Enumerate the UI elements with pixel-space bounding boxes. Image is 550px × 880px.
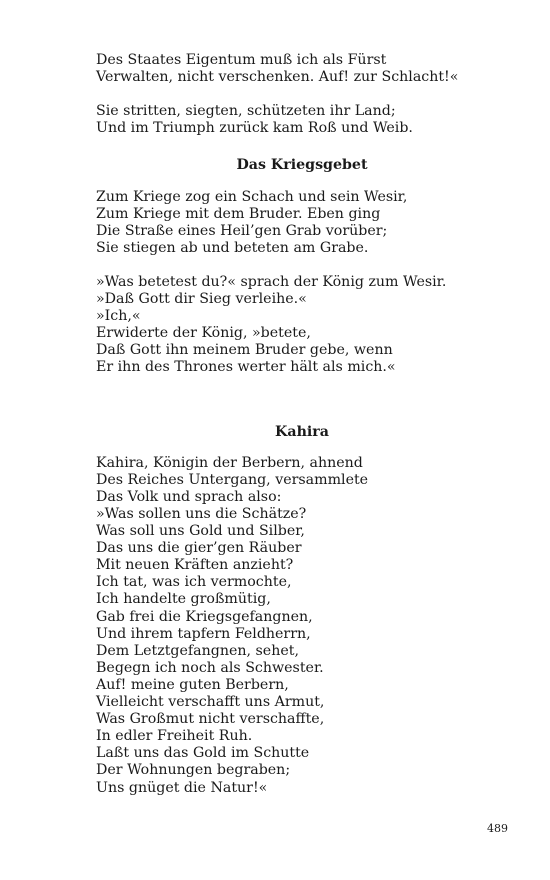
verse-line: Dem Letztgefangnen, sehet,: [96, 642, 299, 659]
verse-line: Laßt uns das Gold im Schutte: [96, 745, 310, 762]
poem-title: Kahira: [275, 423, 329, 440]
verse-line: Auf! meine guten Berbern,: [96, 676, 289, 693]
verse-line: Was Großmut nicht verschaffte,: [96, 711, 325, 728]
verse-line: Er ihn des Thrones werter hält als mich.«: [96, 359, 396, 376]
verse-line: Was soll uns Gold und Silber,: [96, 523, 305, 539]
verse-line: Erwiderte der König, »betete,: [96, 325, 311, 342]
verse-line: Zum Kriege mit dem Bruder. Eben ging: [96, 205, 381, 222]
verse-line: »Was sollen uns die Schätze?: [96, 505, 307, 522]
page-number: 489: [487, 822, 508, 835]
verse-line: »Daß Gott dir Sieg verleihe.«: [96, 291, 307, 307]
poem-title: Das Kriegsgebet: [236, 157, 368, 174]
verse-line: Und im Triumph zurück kam Roß und Weib.: [96, 120, 413, 137]
verse-line: Begegn ich noch als Schwester.: [96, 659, 324, 676]
verse-line: In edler Freiheit Ruh.: [96, 728, 253, 745]
verse-line: Zum Kriege zog ein Schach und sein Wesir,: [96, 188, 408, 205]
verse-line: Der Wohnungen begraben;: [96, 762, 291, 779]
verse-line: Sie stritten, siegten, schützeten ihr Land;: [96, 103, 396, 120]
verse-line: Kahira, Königin der Berbern, ahnend: [96, 454, 363, 471]
verse-line: Sie stiegen ab und beteten am Grabe.: [96, 239, 369, 256]
verse-line: »Was betetest du?« sprach der König zum Wesir.: [96, 273, 447, 290]
verse-line: Daß Gott ihn meinem Bruder gebe, wenn: [96, 342, 393, 359]
verse-line: Und ihrem tapfern Feldherrn,: [96, 625, 311, 642]
verse-line: Ich tat, was ich vermochte,: [96, 574, 292, 591]
verse-line: Vielleicht verschafft uns Armut,: [96, 694, 325, 710]
verse-line: Das Volk und sprach also:: [96, 488, 282, 505]
verse-line: Ich handelte großmütig,: [96, 591, 271, 608]
verse-line: Des Reiches Untergang, versammlete: [96, 471, 369, 488]
verse-line: Gab frei die Kriegsgefangnen,: [96, 608, 313, 625]
verse-line: »Ich,«: [96, 308, 141, 325]
verse-line: Des Staates Eigentum muß ich als Fürst: [96, 52, 387, 68]
verse-line: Verwalten, nicht verschenken. Auf! zur Schlacht!«: [96, 69, 459, 86]
verse-line: Die Straße eines Heil’gen Grab vorüber;: [96, 222, 388, 239]
verse-line: Mit neuen Kräften anzieht?: [96, 557, 294, 574]
verse-line: Uns gnüget die Natur!«: [96, 779, 268, 796]
verse-line: Das uns die gier’gen Räuber: [96, 540, 302, 557]
